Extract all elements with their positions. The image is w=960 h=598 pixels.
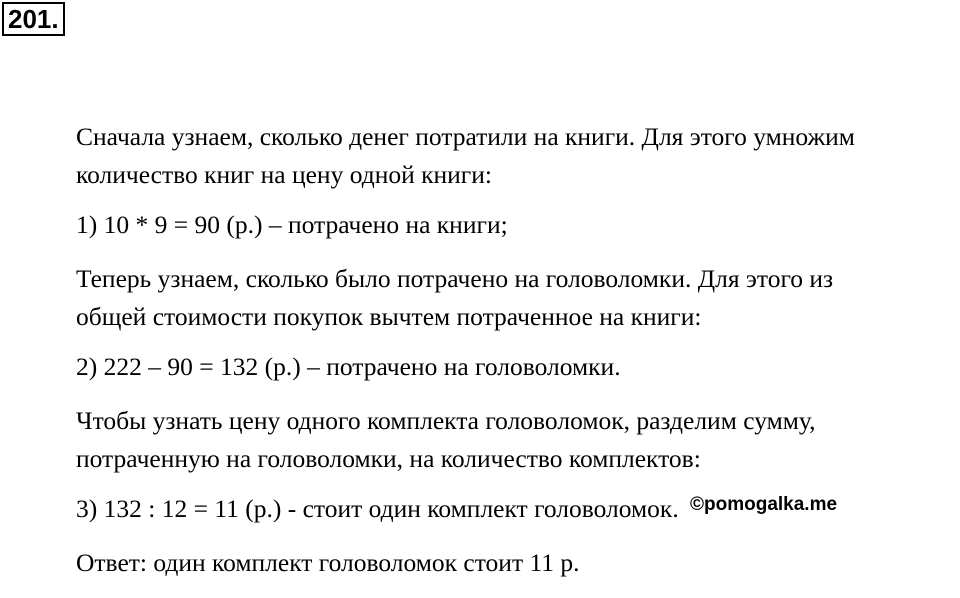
task-number: 201.: [2, 2, 65, 36]
division-paragraph: [76, 402, 960, 478]
paragraph-3-line-2: потраченную на головоломки, на количество комплектов:: [76, 444, 701, 473]
paragraph-3-line-1: Чтобы узнать цену одного комплекта головоломок, разделим сумму,: [76, 406, 816, 435]
answer: Ответ: один комплект головоломок стоит 11 р.: [76, 548, 580, 577]
intro-line-2: количество книг на цену одной книги:: [76, 160, 492, 189]
watermark: ©pomogalka.me: [690, 494, 838, 515]
paragraph-2-line-1: Теперь узнаем, сколько было потрачено на головоломки. Для этого из: [76, 264, 834, 293]
step-1: 1) 10 * 9 = 90 (р.) – потрачено на книги;: [76, 210, 508, 239]
intro-line-1: Сначала узнаем, сколько денег потратили на книги. Для этого умножим: [76, 122, 855, 151]
step-2: 2) 222 – 90 = 132 (р.) – потрачено на головоломки.: [76, 352, 621, 381]
step-3: 3) 132 : 12 = 11 (р.) - стоит один комплект головоломок.: [76, 494, 679, 523]
paragraph-2-line-2: общей стоимости покупок вычтем потраченное на книги:: [76, 302, 702, 331]
subtraction-paragraph: [76, 260, 960, 336]
intro-paragraph: [76, 118, 960, 194]
solution-text: [76, 118, 960, 598]
